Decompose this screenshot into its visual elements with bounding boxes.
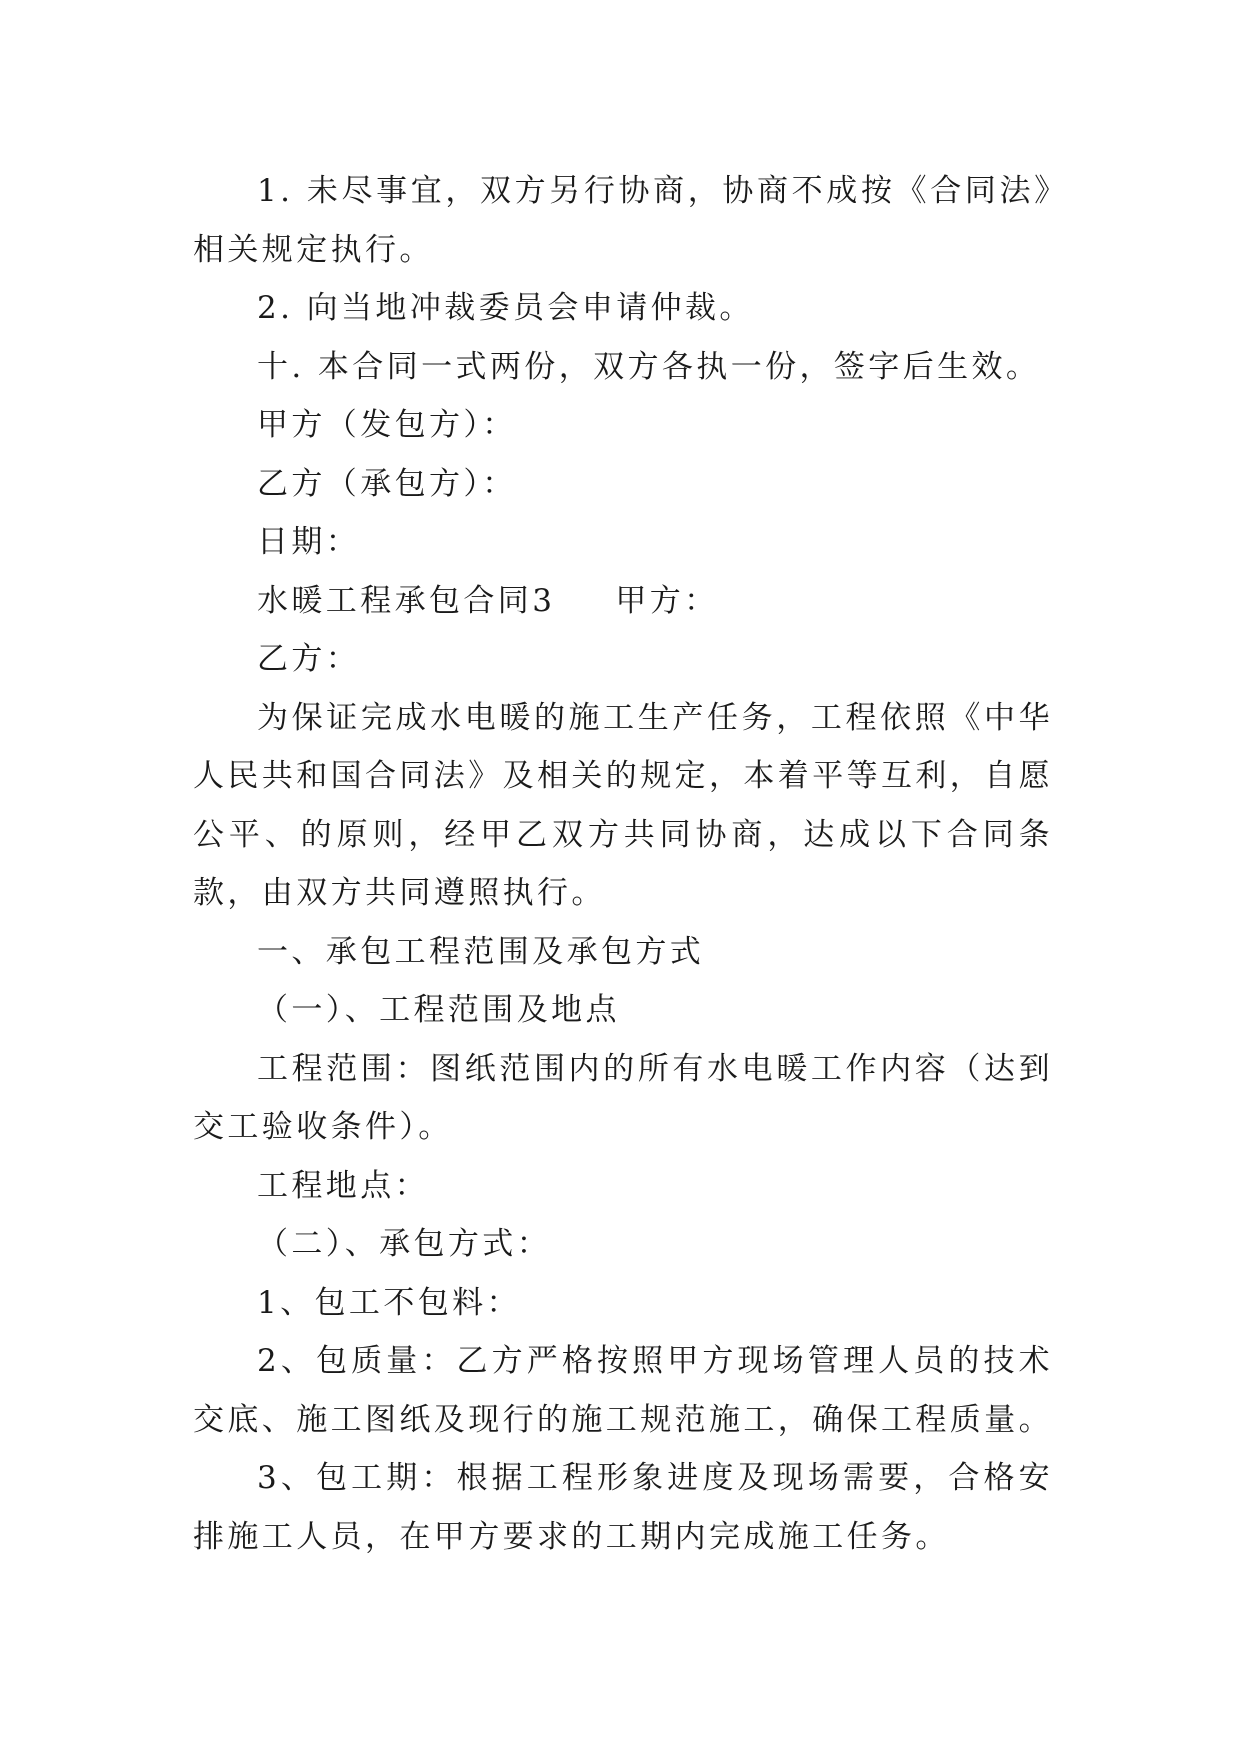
document-body	[193, 162, 1053, 1566]
contract-title: 水暖工程承包合同3	[257, 582, 556, 619]
paragraph-scope: 工程范围：图纸范围内的所有水电暖工作内容（达到交工验收条件）。	[193, 1050, 1053, 1145]
subsection-heading-1: （一）、工程范围及地点	[257, 992, 620, 1028]
paragraph-clause-1: 1. 未尽事宜，双方另行协商，协商不成按《合同法》相关规定执行。	[193, 173, 1053, 268]
title-party-a-label: 甲方：	[615, 582, 719, 619]
signature-party-b: 乙方（承包方）：	[257, 465, 517, 502]
paragraph-clause-2: 2. 向当地冲裁委员会申请仲裁。	[257, 290, 754, 326]
paragraph-preamble: 为保证完成水电暖的施工生产任务，工程依照《中华人民共和国合同法》及相关的规定，本着平等互利，自愿公平、的原则，经甲乙双方共同协商，达成以下合同条款，由双方共同遵照执行。	[193, 699, 1053, 911]
paragraph-item-1: 1、包工不包料：	[257, 1284, 521, 1321]
section-heading-1: 一、承包工程范围及承包方式	[257, 933, 705, 970]
paragraph-item-3: 3、包工期：根据工程形象进度及现场需要，合格安排施工人员，在甲方要求的工期内完成施工任务。	[193, 1460, 1053, 1555]
subsection-heading-2: （二）、承包方式：	[257, 1226, 552, 1262]
signature-date: 日期：	[257, 524, 361, 560]
signature-party-a: 甲方（发包方）：	[257, 407, 517, 443]
contract-title-line	[193, 572, 1053, 631]
paragraph-clause-10: 十. 本合同一式两份，双方各执一份，签字后生效。	[257, 348, 1041, 385]
paragraph-location: 工程地点：	[257, 1167, 429, 1204]
party-b-label: 乙方：	[257, 641, 361, 677]
paragraph-item-2: 2、包质量：乙方严格按照甲方现场管理人员的技术交底、施工图纸及现行的施工规范施工，确保工程质量。	[193, 1343, 1053, 1438]
